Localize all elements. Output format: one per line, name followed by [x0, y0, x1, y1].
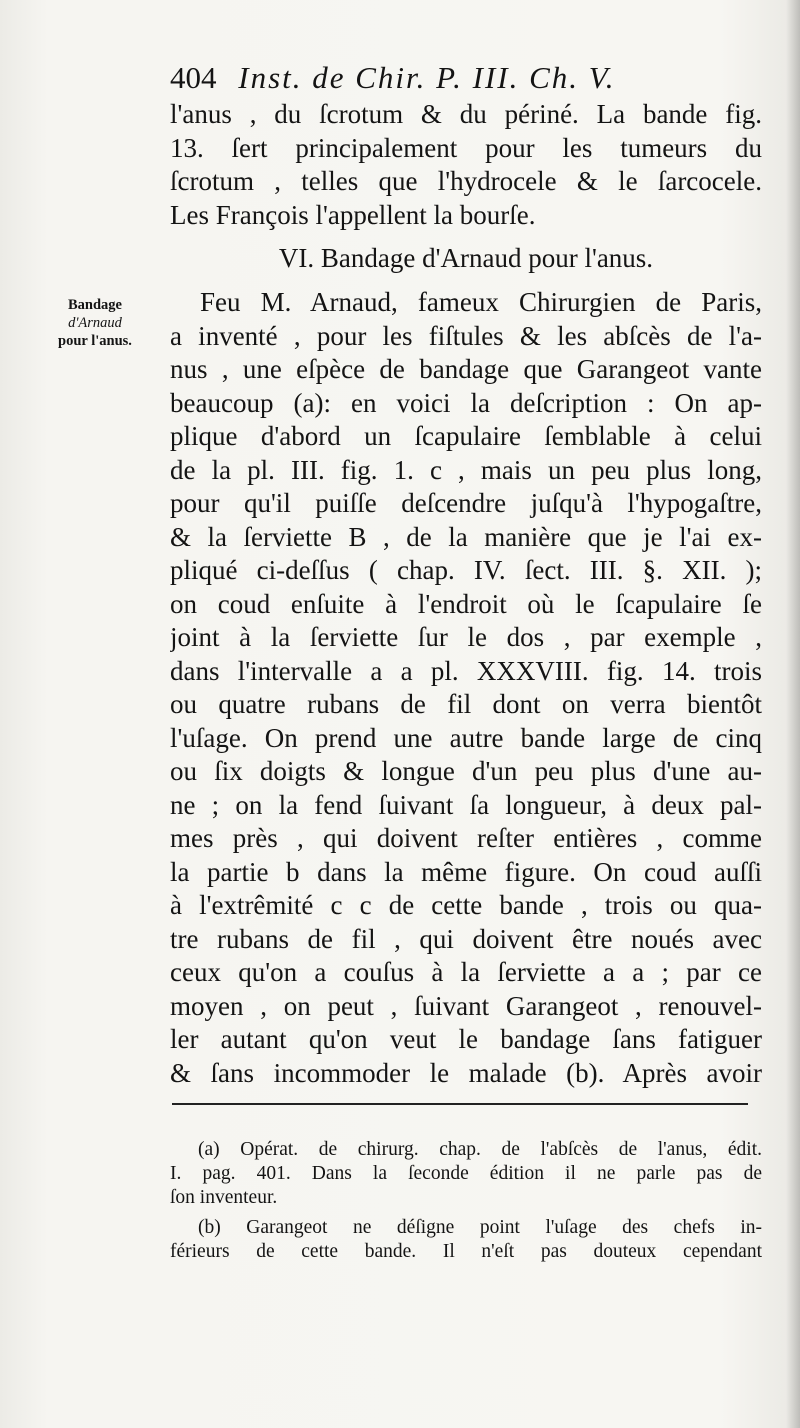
footnotes: [170, 1138, 762, 1264]
text-line: Les François l'appellent la bourſe.: [170, 199, 536, 230]
text-line: nus , une eſpèce de bandage que Garangeot vante: [170, 354, 762, 384]
footnote-line: (b) Garangeot ne déſigne point l'uſage des chefs in-: [198, 1217, 762, 1238]
footnote-line: férieurs de cette bande. Il n'eſt pas douteux cependant: [170, 1241, 762, 1262]
text-line: dans l'intervalle a a pl. XXXVIII. fig. 14. trois: [170, 655, 762, 686]
running-header: [170, 56, 730, 100]
text-line: de la pl. III. fig. 1. c , mais un peu plus long,: [170, 454, 762, 485]
text-line: ne ; on la fend ſuivant ſa longueur, à deux pal-: [170, 789, 762, 820]
text-line: 13. ſert principalement pour les tumeurs du: [170, 132, 762, 163]
text-line: joint à la ſerviette ſur le dos , par exemple ,: [170, 622, 762, 652]
text-line: & ſans incommoder le malade (b). Après avoir: [170, 1057, 762, 1088]
text-line: ler autant qu'on veut le bandage ſans fatiguer: [170, 1024, 762, 1054]
text-line: a inventé , pour les fiſtules & les abſcès de l'a-: [170, 320, 762, 351]
footnote-rule: [172, 1103, 748, 1105]
footnote-line: I. pag. 401. Dans la ſeconde édition il ne parle pas de: [170, 1163, 762, 1184]
text-line: ou quatre rubans de fil dont on verra bientôt: [170, 689, 762, 719]
text-line: l'anus , du ſcrotum & du périné. La bande fig.: [170, 99, 762, 129]
text-line: la partie b dans la même figure. On coud auſſi: [170, 856, 762, 887]
text-line: Feu M. Arnaud, fameux Chirurgien de Paris,: [200, 287, 762, 317]
text-line: mes près , qui doivent reſter entières , comme: [170, 823, 762, 853]
text-line: ou ſix doigts & longue d'un peu plus d'une au-: [170, 756, 762, 786]
running-title: Inst. de Chir. P. III. Ch. V.: [238, 60, 616, 95]
margin-note: [30, 296, 160, 350]
text-line: ſcrotum , telles que l'hydrocele & le ſarcocele.: [170, 166, 762, 196]
text-line: tre rubans de fil , qui doivent être noués avec: [170, 923, 762, 954]
text-line: plique d'abord un ſcapulaire ſemblable à celui: [170, 421, 762, 451]
page-number: 404: [170, 60, 217, 95]
margin-note-line: d'Arnaud: [68, 315, 122, 331]
text-line: moyen , on peut , ſuivant Garangeot , renouvel-: [170, 990, 762, 1021]
main-text: [170, 98, 762, 1090]
text-line: ceux qu'on a couſus à la ſerviette a a ; par ce: [170, 957, 762, 987]
text-line: l'uſage. On prend une autre bande large de cinq: [170, 722, 762, 753]
page-edge-shadow: [786, 0, 800, 1428]
text-line: on coud enſuite à l'endroit où le ſcapulaire ſe: [170, 588, 762, 619]
footnote-line: ſon inventeur.: [170, 1187, 278, 1208]
margin-note-line: pour l'anus.: [58, 333, 132, 349]
footnote-line: (a) Opérat. de chirurg. chap. de l'abſcès de l'anus, édit.: [198, 1139, 762, 1160]
section-heading: VI. Bandage d'Arnaud pour l'anus.: [278, 243, 654, 273]
text-line: pliqué ci-deſſus ( chap. IV. ſect. III. §. XII. );: [170, 555, 762, 585]
text-line: & la ſerviette B , de la manière que je l'ai ex-: [170, 521, 762, 552]
margin-note-line: Bandage: [68, 297, 122, 313]
text-line: à l'extrêmité c c de cette bande , trois ou qua-: [170, 890, 762, 920]
text-line: beaucoup (a): en voici la deſcription : On ap-: [170, 387, 762, 418]
text-line: pour qu'il puiſſe deſcendre juſqu'à l'hypogaſtre,: [170, 488, 762, 518]
